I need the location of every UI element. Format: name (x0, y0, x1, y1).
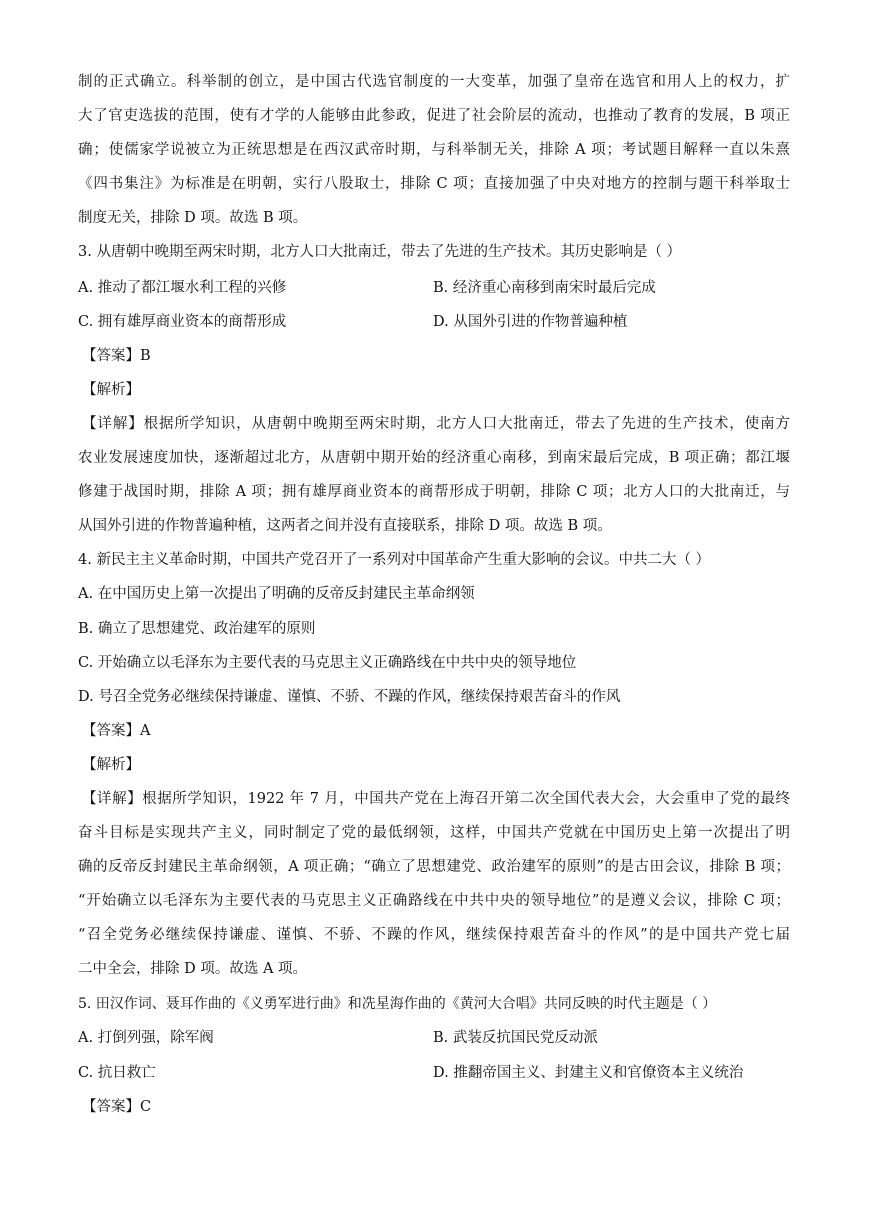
q4-stem: 4. 新民主主义革命时期，中国共产党召开了一系列对中国革命产生重大影响的会议。中共二大（ ） (78, 552, 711, 568)
q4-detail-line-4: “开始确立以毛泽东为主要代表的马克思主义正确路线在中共中央的领导地位”的是遵义会议，排除 C 项； (78, 893, 790, 909)
q4-detail-line-2: 奋斗目标是实现共产主义，同时制定了党的最低纲领，这样，中国共产党就在中国历史上第一次提出了明 (78, 825, 790, 841)
q4-option-d: D. 号召全党务必继续保持谦虚、谨慎、不骄、不躁的作风，继续保持艰苦奋斗的作风 (78, 689, 621, 705)
intro-line-2: 大了官吏选拔的范围，使有才学的人能够由此参政，促进了社会阶层的流动，也推动了教育的发展，B 项正 (78, 108, 790, 124)
q3-option-d: D. 从国外引进的作物普遍种植 (433, 314, 628, 330)
q3-analysis-heading: 【解析】 (82, 382, 140, 398)
q4-detail-line-6: 二中全会，排除 D 项。故选 A 项。 (78, 961, 308, 977)
intro-line-1: 制的正式确立。科举制的创立，是中国古代选官制度的一大变革，加强了皇帝在选官和用人上的权力，扩 (78, 74, 790, 90)
q3-detail-line-1: 【详解】根据所学知识，从唐朝中晚期至两宋时期，北方人口大批南迁，带去了先进的生产技术，使南方 (82, 416, 790, 432)
q4-detail-line-5: “召全党务必继续保持谦虚、谨慎、不骄、不躁的作风，继续保持艰苦奋斗的作风”的是中国共产党七届 (78, 927, 790, 943)
q4-detail-line-3: 确的反帝反封建民主革命纲领，A 项正确；“确立了思想建党、政治建军的原则”的是古田会议，排除 B 项； (78, 859, 790, 875)
q4-detail-line-1: 【详解】根据所学知识，1922 年 7 月，中国共产党在上海召开第二次全国代表大会，大会重申了党的最终 (82, 791, 790, 807)
intro-line-4: 《四书集注》为标准是在明朝，实行八股取士，排除 C 项；直接加强了中央对地方的控制与题干科举取士 (78, 176, 790, 192)
q4-answer: 【答案】A (82, 723, 151, 739)
q4-option-a: A. 在中国历史上第一次提出了明确的反帝反封建民主革命纲领 (78, 586, 475, 602)
q3-answer: 【答案】B (82, 348, 151, 364)
q5-option-a: A. 打倒列强，除军阀 (78, 1030, 214, 1046)
q3-option-a: A. 推动了都江堰水利工程的兴修 (78, 280, 287, 296)
q5-option-d: D. 推翻帝国主义、封建主义和官僚资本主义统治 (433, 1065, 744, 1081)
q3-detail-line-4: 从国外引进的作物普遍种植，这两者之间并没有直接联系，排除 D 项。故选 B 项。 (78, 518, 612, 534)
q3-detail-line-2: 农业发展速度加快，逐渐超过北方，从唐朝中期开始的经济重心南移，到南宋最后完成，B 项正确；都江堰 (78, 450, 790, 466)
q3-option-c: C. 拥有雄厚商业资本的商帮形成 (78, 314, 287, 330)
q3-option-b: B. 经济重心南移到南宋时最后完成 (433, 280, 656, 296)
q4-option-b: B. 确立了思想建党、政治建军的原则 (78, 621, 316, 637)
q3-stem: 3. 从唐朝中晚期至两宋时期，北方人口大批南迁，带去了先进的生产技术。其历史影响是（ ） (78, 244, 682, 260)
q5-option-c: C. 抗日救亡 (78, 1065, 156, 1081)
q4-analysis-heading: 【解析】 (82, 757, 140, 773)
q5-option-b: B. 武装反抗国民党反动派 (433, 1030, 598, 1046)
intro-line-5: 制度无关，排除 D 项。故选 B 项。 (78, 210, 308, 226)
q3-detail-line-3: 修建于战国时期，排除 A 项；拥有雄厚商业资本的商帮形成于明朝，排除 C 项；北方人口的大批南迁，与 (78, 484, 790, 500)
q4-option-c: C. 开始确立以毛泽东为主要代表的马克思主义正确路线在中共中央的领导地位 (78, 655, 577, 671)
intro-line-3: 确；使儒家学说被立为正统思想是在西汉武帝时期，与科举制无关，排除 A 项；考试题目解释一直以朱熹 (78, 142, 790, 158)
q5-stem: 5. 田汉作词、聂耳作曲的《义勇军进行曲》和冼星海作曲的《黄河大合唱》共同反映的时代主题是（ ） (78, 996, 717, 1012)
q5-answer: 【答案】C (82, 1099, 152, 1115)
